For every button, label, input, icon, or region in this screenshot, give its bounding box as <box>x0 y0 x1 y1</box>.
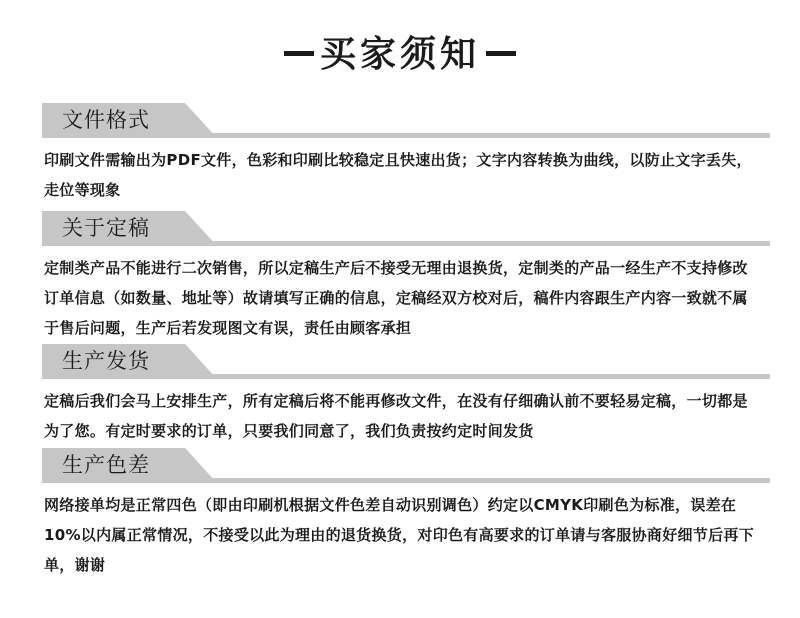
section-heading: 关于定稿 <box>62 216 150 240</box>
page-title-text: 买家须知 <box>319 33 480 75</box>
section-production-shipping <box>0 344 800 440</box>
page-title <box>0 28 800 74</box>
section-header <box>0 211 800 251</box>
section-header <box>0 344 800 384</box>
title-left-dash <box>284 51 314 56</box>
section-header <box>0 448 800 488</box>
section-body: 网络接单均是正常四色（即由印刷机根据文件色差自动识别调色）约定以CMYK印刷色为标准，误差在10%以内属正常情况，不接受以此为理由的退货换货，对印色有高要求的订单请与客服协商好细节后再下单，谢谢 <box>44 496 755 574</box>
section-heading: 文件格式 <box>62 108 150 132</box>
title-right-dash <box>486 51 516 56</box>
section-header <box>0 103 800 143</box>
section-finalization <box>0 211 800 337</box>
section-file-format <box>0 103 800 199</box>
section-body: 定制类产品不能进行二次销售，所以定稿生产后不接受无理由退换货，定制类的产品一经生产不支持修改订单信息（如数量、地址等）故请填写正确的信息，定稿经双方校对后，稿件内容跟生产内容一致就不属于售后问题，生产后若发现图文有误，责任由顾客承担 <box>44 259 748 337</box>
section-body: 定稿后我们会马上安排生产，所有定稿后将不能再修改文件，在没有仔细确认前不要轻易定稿，一切都是为了您。有定时要求的订单，只要我们同意了，我们负责按约定时间发货 <box>44 392 748 440</box>
section-heading: 生产色差 <box>62 453 150 477</box>
section-heading: 生产发货 <box>62 349 150 373</box>
section-body: 印刷文件需输出为PDF文件，色彩和印刷比较稳定且快速出货；文字内容转换为曲线，以防止文字丢失，走位等现象 <box>44 151 752 199</box>
section-color-difference <box>0 448 800 574</box>
